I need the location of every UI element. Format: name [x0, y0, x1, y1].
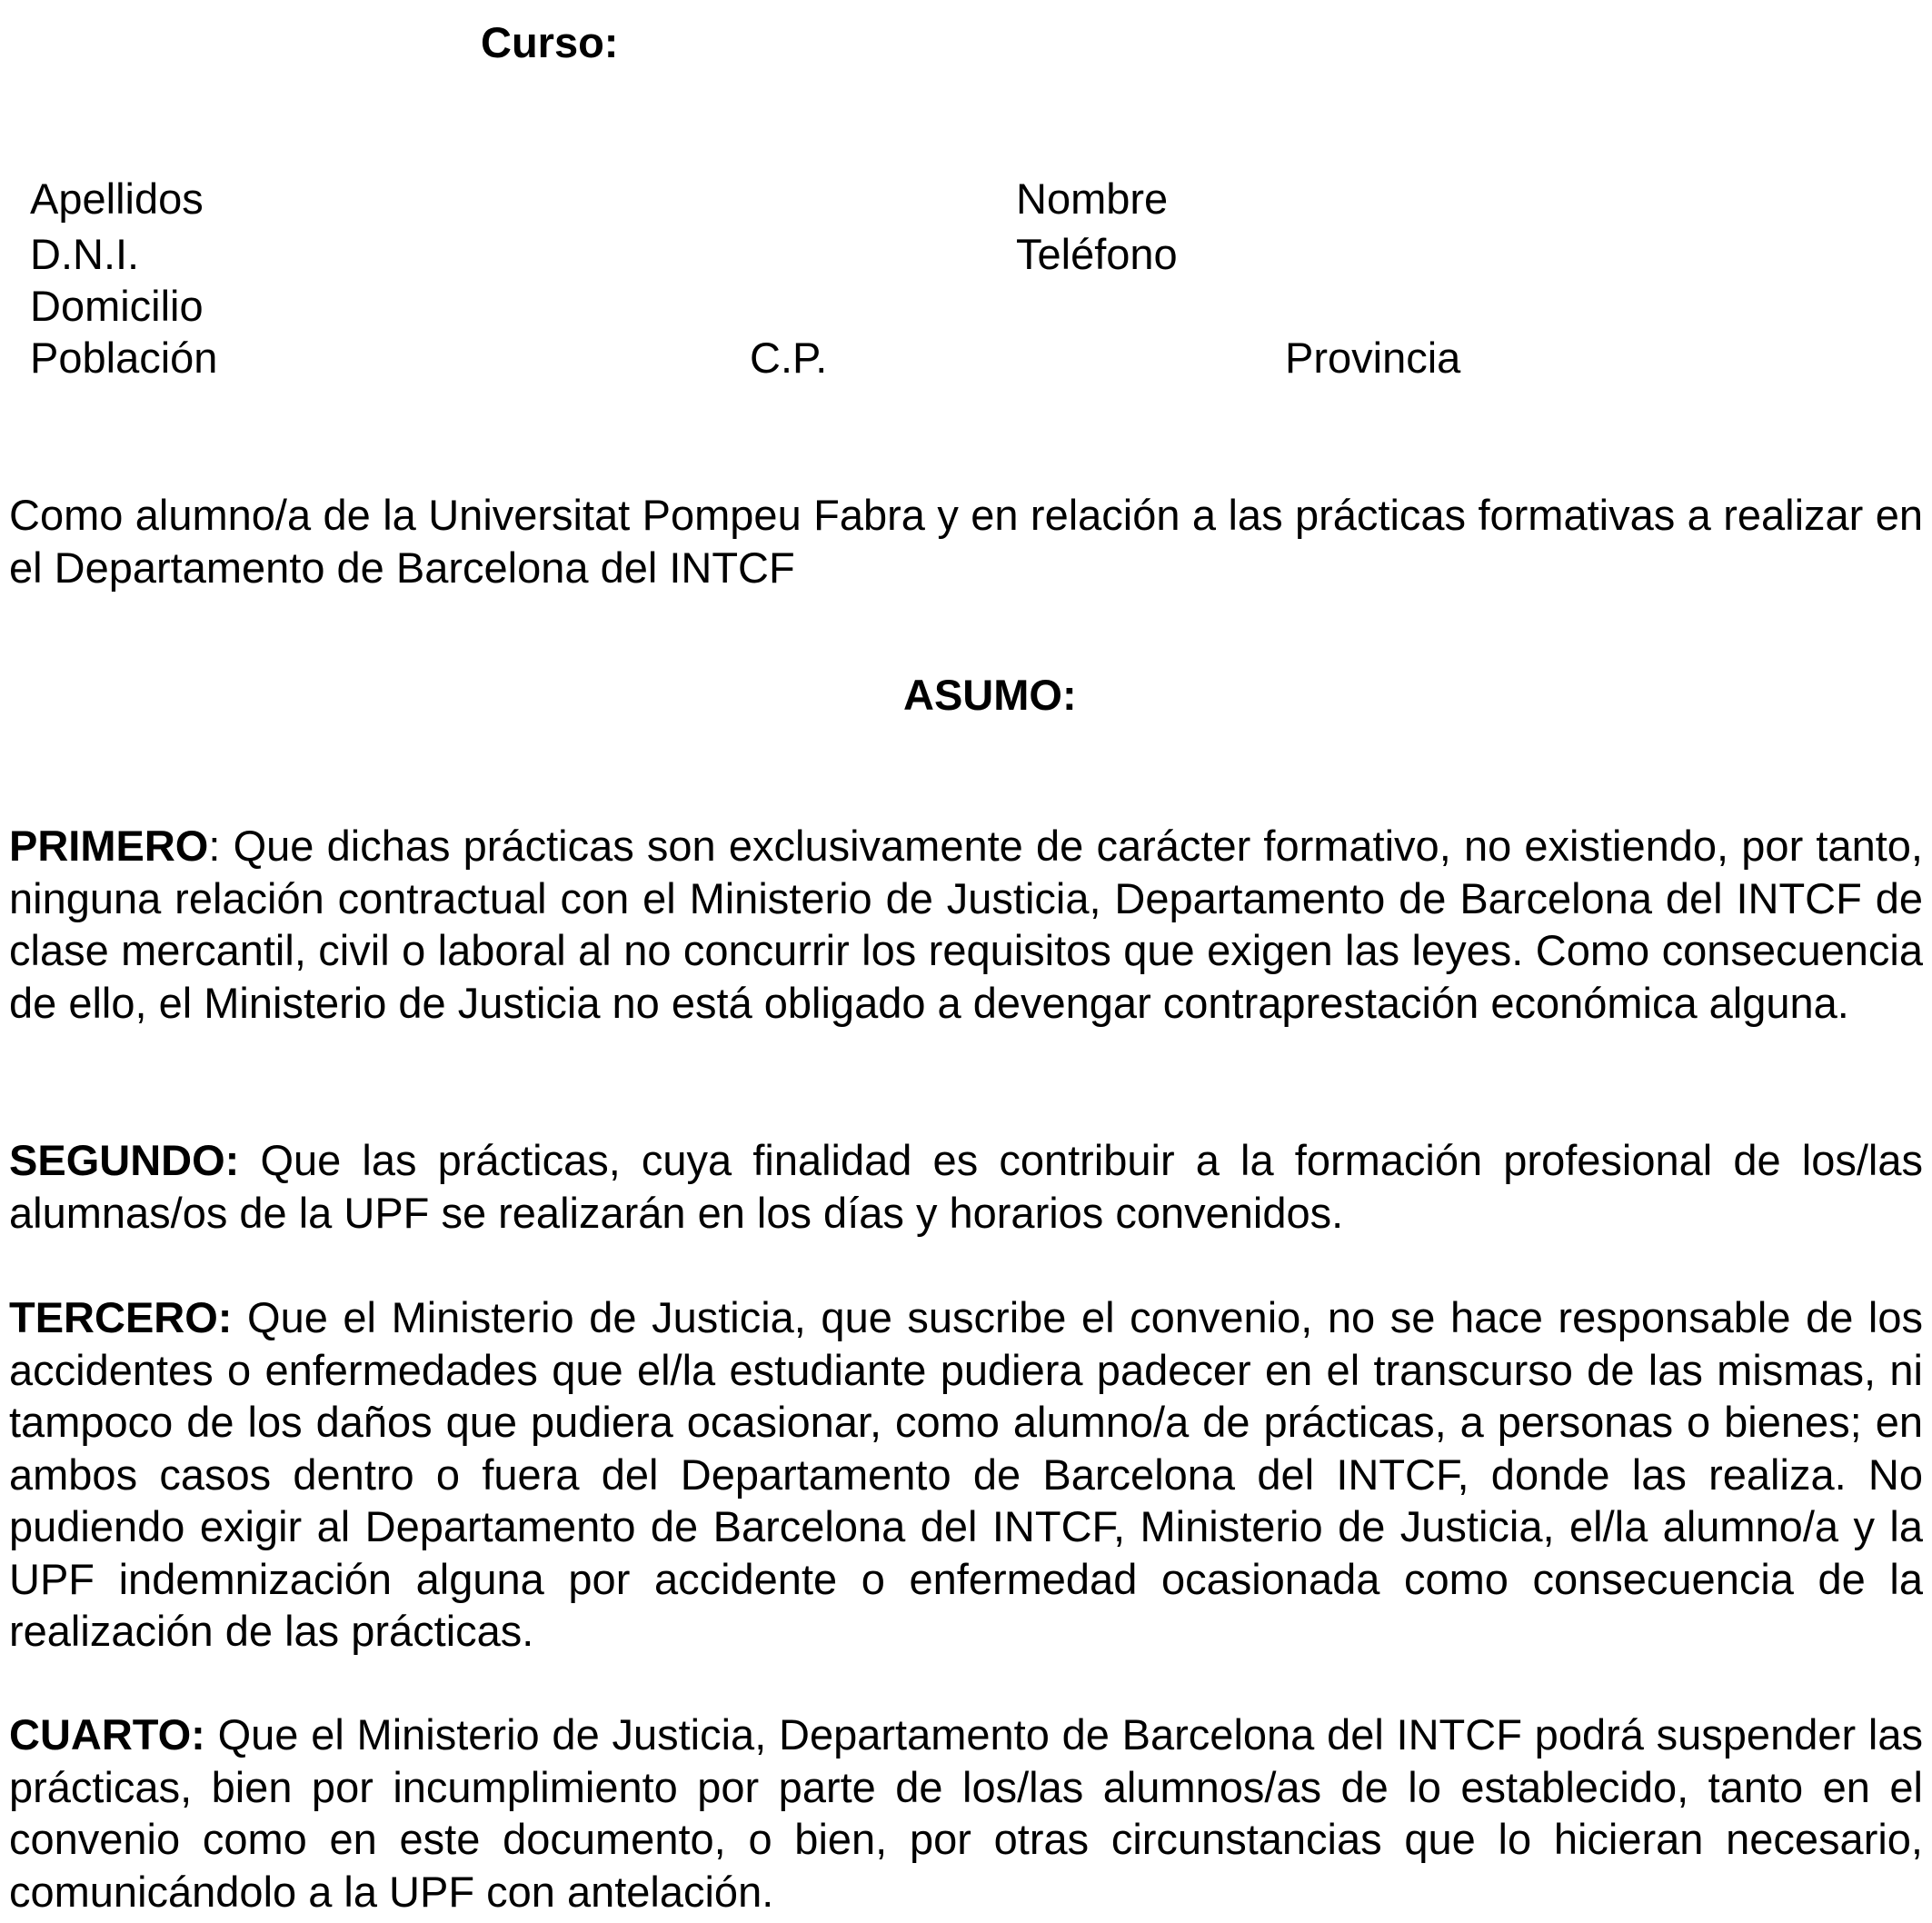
clause-segundo-label: SEGUNDO:: [9, 1136, 240, 1184]
clause-tercero-label: TERCERO:: [9, 1293, 233, 1341]
asumo-heading: ASUMO:: [903, 671, 1077, 719]
clause-cuarto: [9, 1709, 1923, 1918]
clause-tercero: [9, 1291, 1923, 1658]
intro-paragraph: Como alumno/a de la Universitat Pompeu Fabra y en relación a las prácticas formativas a realizar en el Departamento de Barcelona del INTCF: [9, 491, 1923, 592]
nombre-label: Nombre: [1016, 174, 1169, 223]
domicilio-label: Domicilio: [30, 282, 204, 330]
clause-cuarto-text: Que el Ministerio de Justicia, Departamento de Barcelona del INTCF podrá suspender las prácticas, bien por incumplimiento por parte de los/las alumnos/as de lo establecido, tanto en el convenio como en este documento, o bien, por otras circunstancias que lo hicieran necesario, comunicándolo a la UPF con antelación.: [9, 1710, 1923, 1916]
clause-segundo-text: Que las prácticas, cuya finalidad es contribuir a la formación profesional de los/las alumnas/os de la UPF se realizarán en los días y horarios convenidos.: [9, 1136, 1923, 1237]
clause-primero-text: : Que dichas prácticas son exclusivamente de carácter formativo, no existiendo, por tanto, ninguna relación contractual con el Ministerio de Justicia, Departamento de Barcelona del INTCF de clase mercantil, civil o laboral al no concurrir los requisitos que exigen las leyes. Como consecuencia de ello, el Ministerio de Justicia no está obligado a devengar contraprestación económica alguna.: [9, 822, 1923, 1027]
dni-label: D.N.I.: [30, 230, 140, 278]
apellidos-label: Apellidos: [30, 174, 204, 223]
clause-tercero-text: Que el Ministerio de Justicia, que suscribe el convenio, no se hace responsable de los accidentes o enfermedades que el/la estudiante pudiera padecer en el transcurso de las mismas, ni tampoco de los daños que pudiera ocasionar, como alumno/a de prácticas, a personas o bienes; en ambos casos dentro o fuera del Departamento de Barcelona del INTCF, donde las realiza. No pudiendo exigir al Departamento de Barcelona del INTCF, Ministerio de Justicia, el/la alumno/a y la UPF indemnización alguna por accidente o enfermedad ocasionada como consecuencia de la realización de las prácticas.: [9, 1293, 1923, 1655]
cp-label: C.P.: [750, 334, 828, 382]
poblacion-label: Población: [30, 334, 218, 382]
clause-primero: [9, 820, 1923, 1029]
clause-cuarto-label: CUARTO:: [9, 1710, 205, 1759]
provincia-label: Provincia: [1285, 334, 1461, 382]
telefono-label: Teléfono: [1016, 230, 1178, 278]
curso-label: Curso:: [481, 18, 619, 66]
clause-segundo: [9, 1134, 1923, 1239]
clause-primero-label: PRIMERO: [9, 822, 209, 870]
